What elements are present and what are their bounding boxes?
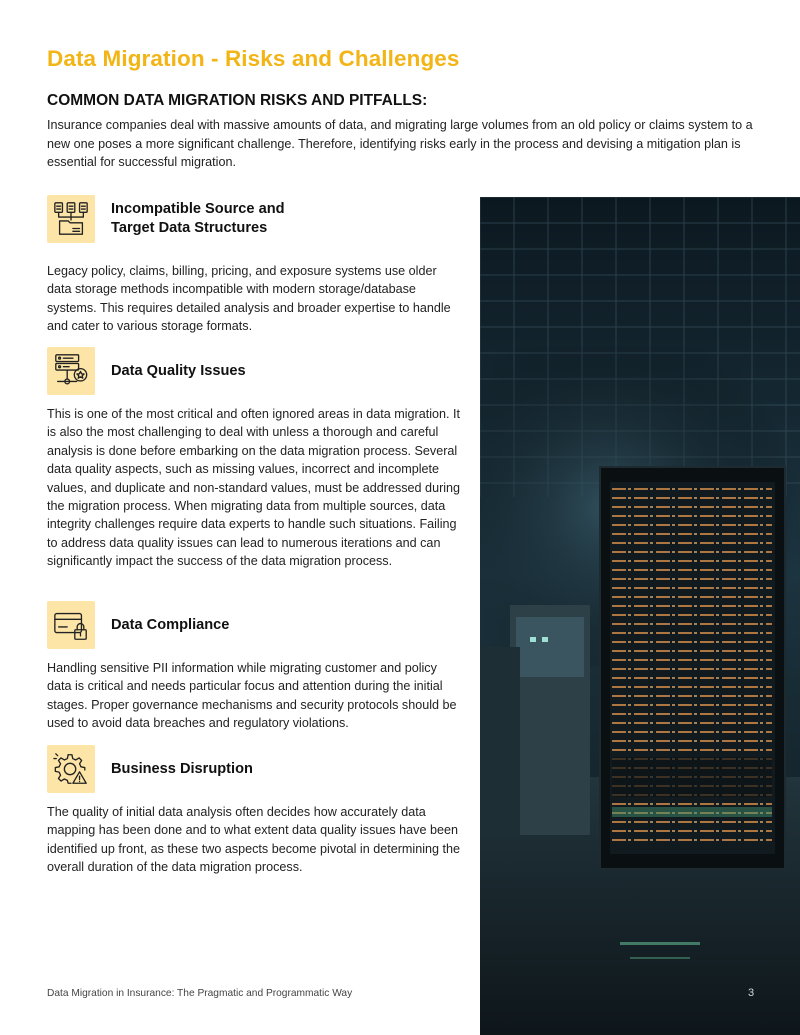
page-title: Data Migration - Risks and Challenges bbox=[47, 46, 460, 71]
risk-description: Legacy policy, claims, billing, pricing, and exposure systems use older data storage methods incompatible with modern storage/database systems. This requires detailed analysis and broader expertise to handle and cater to various storage formats. bbox=[47, 264, 451, 334]
gear-warning-icon bbox=[47, 745, 95, 793]
footer-text: Data Migration in Insurance: The Pragmatic and Programmatic Way bbox=[47, 988, 353, 999]
section-heading: COMMON DATA MIGRATION RISKS AND PITFALLS: bbox=[47, 92, 428, 109]
intro-paragraph: Insurance companies deal with massive amounts of data, and migrating large volumes from an old policy or claims system to a new one poses a more significant challenge. Therefore, identifying risks early in the process and devising a mitigation plan is essential for successful migration. bbox=[47, 118, 753, 170]
risk-description: Handling sensitive PII information while migrating customer and policy data is critical and needs particular focus and attention during the initial stages. Proper governance mechanisms and security protocols should be used to avoid data breaches and regulatory violations. bbox=[47, 661, 457, 731]
risk-title: Incompatible Source and Target Data Structures bbox=[111, 201, 285, 236]
risk-title: Data Compliance bbox=[111, 617, 230, 633]
page-number: 3 bbox=[748, 987, 755, 999]
server-quality-icon bbox=[47, 347, 95, 395]
data-structure-icon bbox=[47, 195, 95, 243]
card-lock-icon bbox=[47, 601, 95, 649]
risk-description: This is one of the most critical and often ignored areas in data migration. It is also the most challenging to deal with unless a thorough and careful analysis is done before embarking on the data migration process. Several data quality aspects, such as missing values, incorrect and incomplete values, and duplicate and non-standard values, must be addressed during the migration process. When migrating data from multiple sources, data integrity challenges require data experts to handle such situations. Failing to address data quality issues can lead to numerous iterations and can significantly impact the success of the data migration process. bbox=[47, 407, 461, 569]
risk-title: Data Quality Issues bbox=[111, 363, 246, 379]
risk-description: The quality of initial data analysis often decides how accurately data mapping has been done and to what extent data quality issues have been identified up front, as these two aspects become pivotal in determining the overall duration of the data migration process. bbox=[47, 805, 461, 875]
server-room-photo bbox=[480, 197, 800, 1035]
risk-title: Business Disruption bbox=[111, 761, 253, 777]
